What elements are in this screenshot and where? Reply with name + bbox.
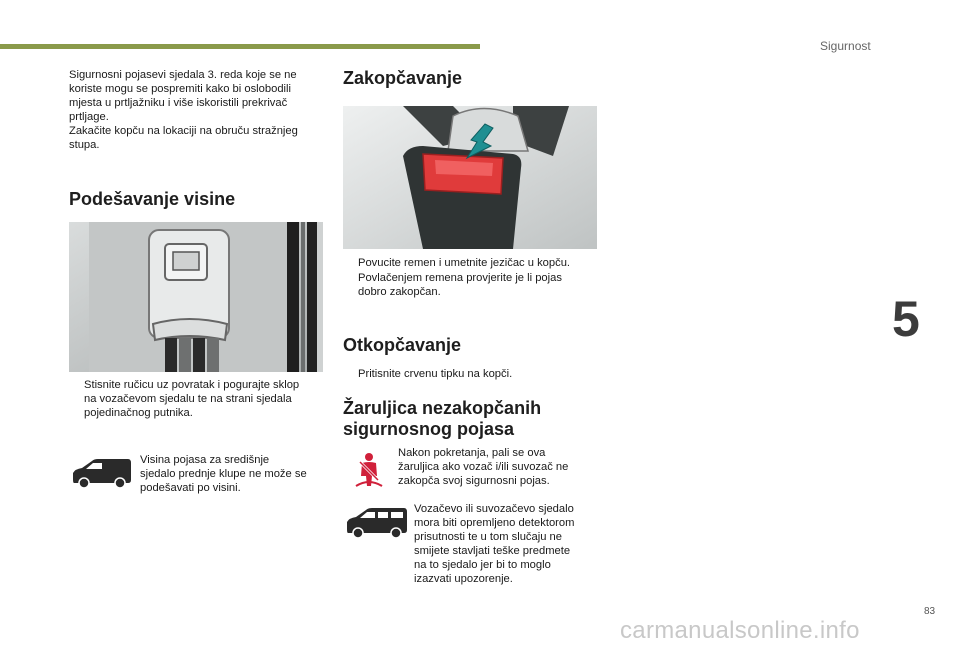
heading-unfastening: Otkopčavanje <box>343 335 462 355</box>
list-item: Povucite remen i umetnite jezičac u kopču. <box>358 257 571 269</box>
page-number: 83 <box>924 606 936 617</box>
chapter-number: 5 <box>892 291 920 347</box>
seatbelt-warning-icon <box>352 452 386 488</box>
watermark: carmanualsonline.info <box>620 617 860 644</box>
van-icon <box>344 506 408 539</box>
fastening-instructions <box>343 256 603 300</box>
van-icon <box>70 457 132 489</box>
list-item: Povlačenjem remena provjerite je li pojas dobro zakopčan. <box>358 272 562 298</box>
list-item: Stisnite ručicu uz povratak i pogurajte sklop na vozačevom sjedalu te na strani sjedala pojedinačnog putnika. <box>84 379 300 419</box>
height-adjustment-instructions <box>69 378 325 421</box>
list-item: Pritisnite crvenu tipku na kopči. <box>358 368 513 380</box>
buckle-illustration <box>343 106 597 249</box>
heading-fastening: Zakopčavanje <box>343 68 463 88</box>
center-seat-note: Visina pojasa za središnje sjedalo prednje klupe ne može se podešavati po visini. <box>140 454 307 494</box>
height-adjuster-illustration <box>69 222 323 372</box>
unfastening-instructions <box>343 367 603 382</box>
seat-detector-note: Vozačevo ili suvozačevo sjedalo mora biti opremljeno detektorom prisutnosti te u tom slučaju ne smijete stavljati teške predmete na to sjedalo jer bi to moglo izazvati upozorenje. <box>414 503 575 585</box>
section-title: Sigurnost <box>820 39 871 53</box>
intro-paragraph: Sigurnosni pojasevi sjedala 3. reda koje se ne koriste mogu se pospremiti kako bi oslobodili mjesta u prtljažniku i više iskoristili prekrivač prtljage. Zakačite kopču na lokaciji na obruču stražnjeg stupa. <box>69 69 298 151</box>
header-accent-bar <box>0 44 480 49</box>
heading-seatbelt-warning: Žaruljica nezakopčanih sigurnosnog pojasa <box>343 398 542 439</box>
heading-height-adjustment: Podešavanje visine <box>69 189 236 209</box>
warning-lamp-note: Nakon pokretanja, pali se ova žaruljica ako vozač i/ili suvozač ne zakopča svoj sigurnosni pojas. <box>398 447 569 487</box>
